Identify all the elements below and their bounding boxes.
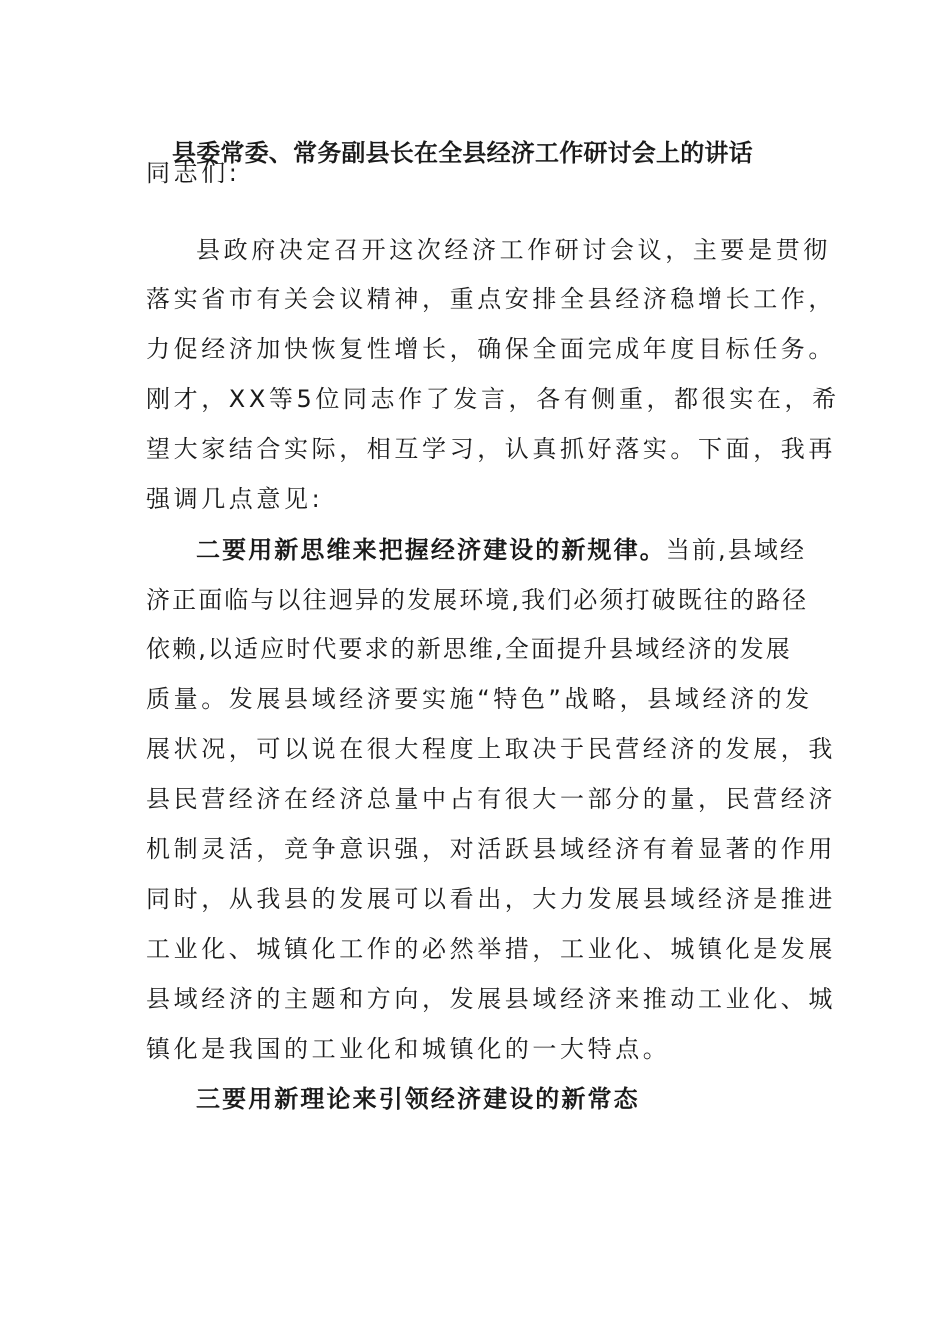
paragraph-2-line-10: 县域经济的主题和方向，发展县域经济来推动工业化、城 xyxy=(146,985,836,1013)
paragraph-1-line-5: 望大家结合实际，相互学习，认真抓好落实。下面，我再 xyxy=(146,435,836,463)
paragraph-2-line-7: 机制灵活，竞争意识强，对活跃县域经济有着显著的作用 xyxy=(146,835,836,863)
paragraph-2-line-6: 县民营经济在经济总量中占有很大一部分的量，民营经济 xyxy=(146,785,836,813)
document-title: 县委常委、常务副县长在全县经济工作研讨会上的讲话 xyxy=(172,139,753,167)
paragraph-1-line-3: 力促经济加快恢复性增长，确保全面完成年度目标任务。 xyxy=(146,335,836,363)
paragraph-1-line-6: 强调几点意见: xyxy=(146,485,324,513)
paragraph-1-line-1: 县政府决定召开这次经济工作研讨会议，主要是贯彻 xyxy=(196,236,831,264)
paragraph-2-line-9: 工业化、城镇化工作的必然举措，工业化、城镇化是发展 xyxy=(146,935,836,963)
paragraph-1-line-2: 落实省市有关会议精神，重点安排全县经济稳增长工作， xyxy=(146,285,836,313)
paragraph-2-line-1: 当前,县域经 xyxy=(665,536,807,564)
paragraph-2-line-4: 质量。发展县域经济要实施“特色”战略，县域经济的发 xyxy=(146,685,813,713)
section-heading-2: 二要用新思维来把握经济建设的新规律。 xyxy=(196,536,666,564)
paragraph-1-line-4: 刚才，XX等5位同志作了发言，各有侧重，都很实在，希 xyxy=(146,385,840,413)
salutation: 同志们: xyxy=(146,159,241,187)
paragraph-2-first-line xyxy=(196,535,806,565)
paragraph-2-line-8: 同时，从我县的发展可以看出，大力发展县域经济是推进 xyxy=(146,885,836,913)
paragraph-2-line-11: 镇化是我国的工业化和城镇化的一大特点。 xyxy=(146,1035,671,1063)
paragraph-2-line-3: 依赖,以适应时代要求的新思维,全面提升县域经济的发展 xyxy=(146,635,792,663)
paragraph-2-line-5: 展状况，可以说在很大程度上取决于民营经济的发展，我 xyxy=(146,735,836,763)
section-heading-3: 三要用新理论来引领经济建设的新常态 xyxy=(196,1085,640,1113)
paragraph-2-line-2: 济正面临与以往迥异的发展环境,我们必须打破既往的路径 xyxy=(146,586,809,614)
